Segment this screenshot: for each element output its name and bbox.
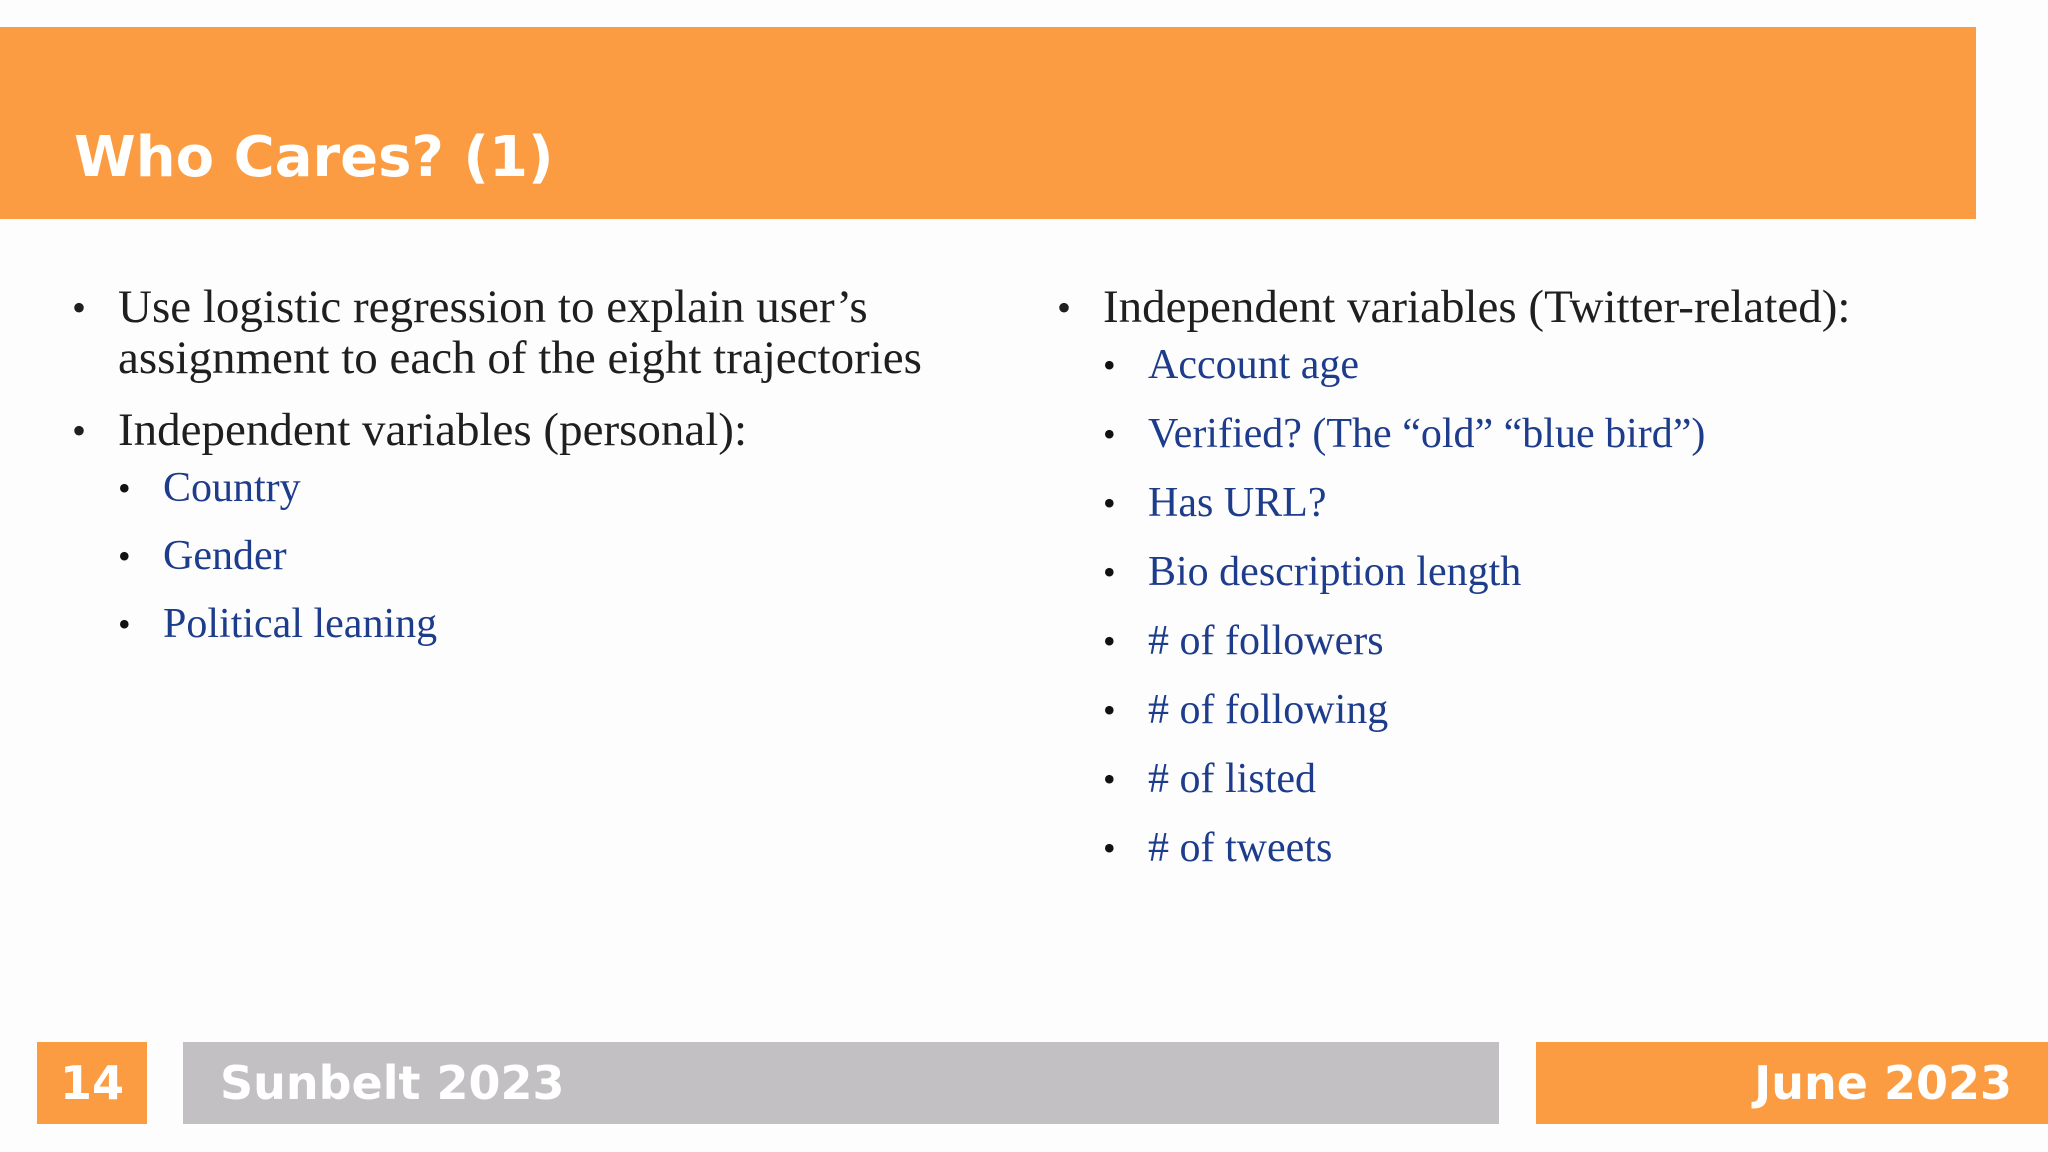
list-item-text: Independent variables (Twitter-related):: [1103, 281, 1851, 333]
bullet-icon: •: [1103, 759, 1116, 799]
page-number: 14: [37, 1042, 147, 1124]
sub-list-item: [1103, 410, 2017, 458]
sub-list-item: [118, 532, 972, 580]
bullet-icon: •: [1103, 345, 1116, 385]
sub-list-item-text: Political leaning: [163, 601, 438, 647]
sub-list-item-text: Country: [163, 465, 301, 511]
bullet-icon: •: [1103, 414, 1116, 454]
bullet-icon: •: [1103, 690, 1116, 730]
personal-variables-list: [118, 464, 972, 648]
footer-conference-bar: [183, 1042, 1499, 1124]
bullet-icon: •: [72, 408, 87, 453]
sub-list-item: [118, 600, 972, 648]
sub-list-item-text: # of tweets: [1148, 825, 1333, 871]
footer-date-bar: [1536, 1042, 2048, 1124]
sub-list-item: [1103, 617, 2017, 665]
bullet-icon: •: [1057, 285, 1072, 330]
sub-list-item-text: # of listed: [1148, 756, 1316, 802]
left-column: [72, 282, 972, 669]
sub-list-item: [1103, 341, 2017, 389]
list-item-text: Use logistic regression to explain user’s assignment to each of the eight trajectories: [118, 281, 922, 384]
bullet-icon: •: [118, 468, 131, 508]
sub-list-item-text: Gender: [163, 533, 287, 579]
sub-list-item: [118, 464, 972, 512]
right-column: [1057, 282, 2017, 893]
footer-date: June 2023: [1754, 1056, 2012, 1110]
twitter-variables-list: [1103, 341, 2017, 872]
sub-list-item-text: Has URL?: [1148, 480, 1327, 526]
bullet-icon: •: [1103, 828, 1116, 868]
list-item: [72, 405, 972, 648]
sub-list-item: [1103, 548, 2017, 596]
bullet-icon: •: [1103, 621, 1116, 661]
sub-list-item: [1103, 824, 2017, 872]
bullet-icon: •: [1103, 552, 1116, 592]
sub-list-item-text: Verified? (The “old” “blue bird”): [1148, 411, 1706, 457]
bullet-icon: •: [118, 536, 131, 576]
sub-list-item: [1103, 686, 2017, 734]
sub-list-item-text: Bio description length: [1148, 549, 1522, 595]
slide-title: Who Cares? (1): [74, 125, 554, 190]
list-item: [72, 282, 972, 384]
bullet-icon: •: [118, 604, 131, 644]
list-item: [1057, 282, 2017, 872]
sub-list-item-text: Account age: [1148, 342, 1360, 388]
bullet-icon: •: [72, 285, 87, 330]
sub-list-item-text: # of following: [1148, 687, 1389, 733]
list-item-text: Independent variables (personal):: [118, 404, 748, 456]
sub-list-item: [1103, 755, 2017, 803]
bullet-icon: •: [1103, 483, 1116, 523]
sub-list-item-text: # of followers: [1148, 618, 1384, 664]
sub-list-item: [1103, 479, 2017, 527]
conference-name: Sunbelt 2023: [220, 1056, 565, 1110]
